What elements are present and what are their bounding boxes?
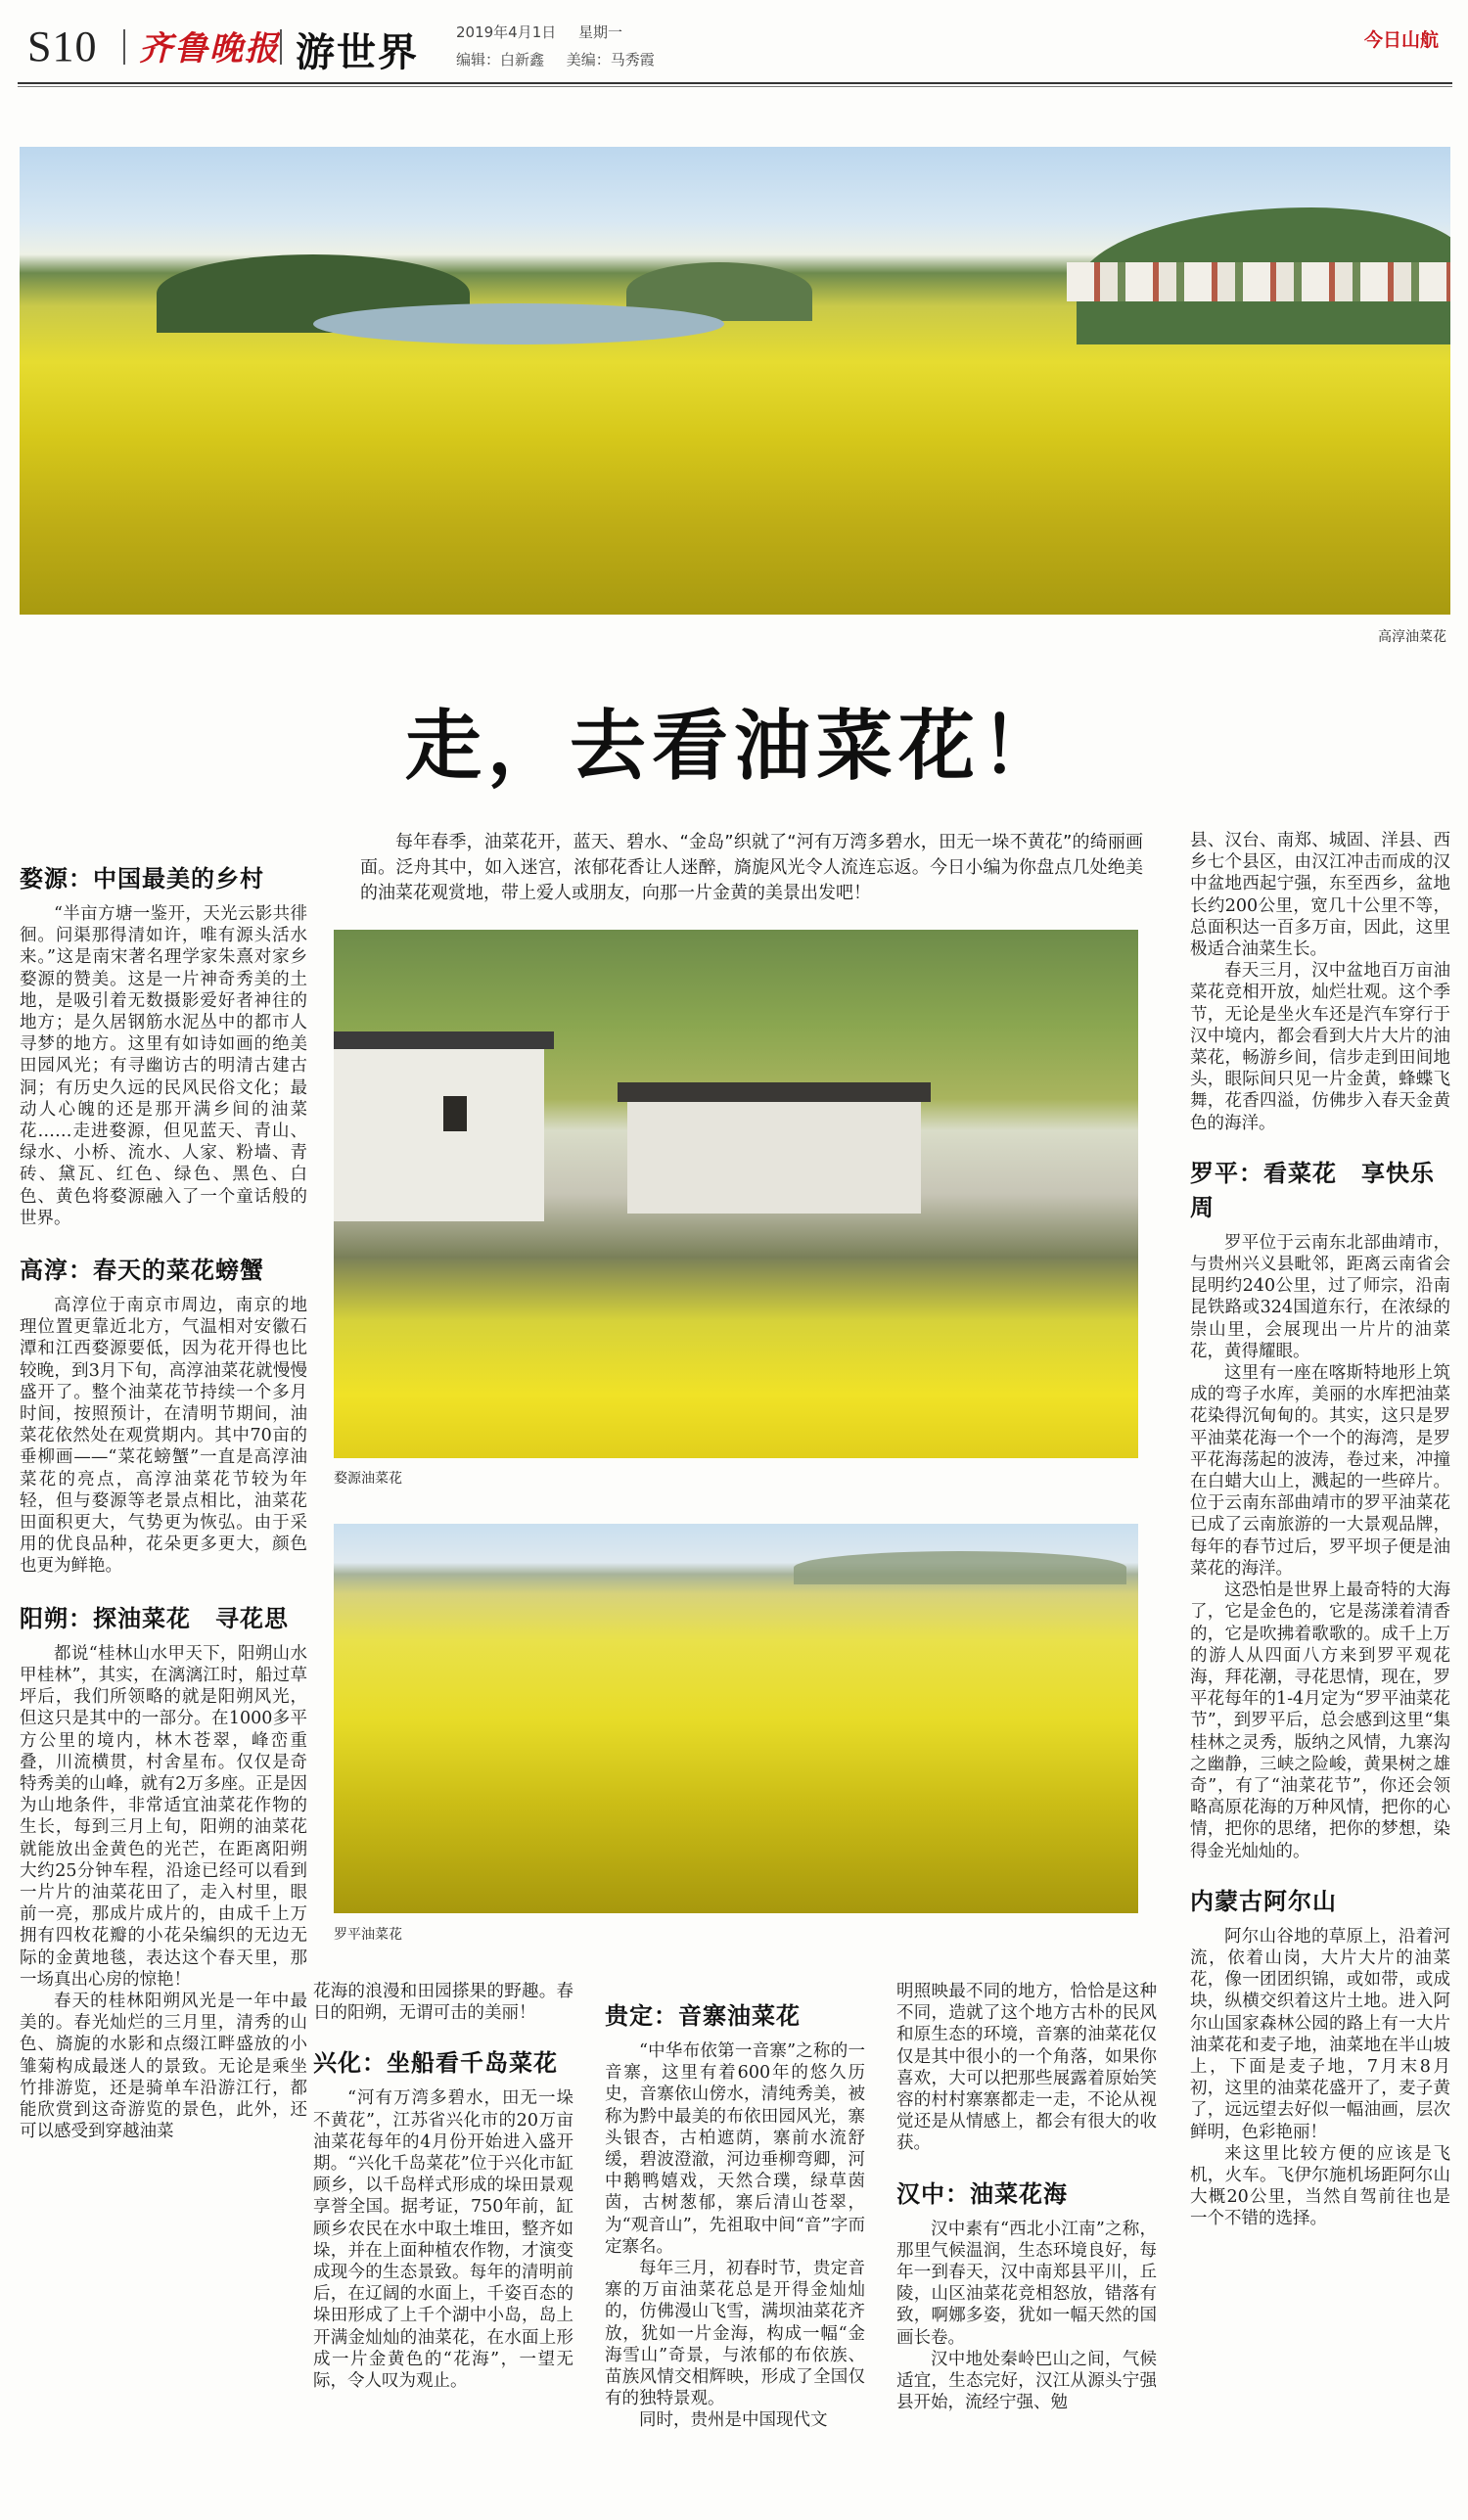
column-3 xyxy=(605,1987,865,2432)
masthead-rule xyxy=(18,82,1452,84)
section-title-yangshuo: 阳朔：探油菜花 寻花思 xyxy=(20,1603,289,1632)
section-title-hanzhong: 汉中：油菜花海 xyxy=(896,2178,1068,2208)
masthead-rule-thin xyxy=(18,86,1452,87)
hero-lake xyxy=(313,303,724,344)
hero-caption: 高淳油菜花 xyxy=(1378,629,1446,645)
wuyuan-photo xyxy=(334,930,1138,1458)
paragraph: 罗平位于云南东北部曲靖市，与贵州兴义县毗邻，距离云南省会昆明约240公里，过了师宗，沿南昆铁路或324国道东行，在浓绿的崇山里，会展现出一片片的油菜花，黄得耀眼。 xyxy=(1190,1232,1450,1361)
hero-village xyxy=(1067,262,1450,301)
photo-roof xyxy=(618,1082,931,1102)
paragraph: “河有万湾多碧水，田无一垛不黄花”，江苏省兴化市的20万亩油菜花每年的4月份开始进入盛开期。“兴化千岛菜花”位于兴化市缸顾乡，以千岛样式形成的垛田景观享誉全国。据考证，750年前，缸顾乡农民在水中取土堆田，整齐如垛，并在上面种植农作物，才演变成现今的生态景致。每年的清明前后，在辽阔的水面上，千姿百态的垛田形成了上千个湖中小岛，岛上开满金灿灿的油菜花，在水面上形成一片金黄色的“花海”，一望无际，令人叹为观止。 xyxy=(313,2088,573,2392)
column-2 xyxy=(313,1981,573,2392)
section-title-gaochun: 高淳：春天的菜花螃蟹 xyxy=(20,1256,264,1285)
luoping-photo xyxy=(334,1524,1138,1913)
section-title-luoping: 罗平：看菜花 享快乐周 xyxy=(1190,1158,1435,1221)
issue-date-line xyxy=(456,22,640,42)
paragraph: 春天的桂林阳朔风光是一年中最美的。春光灿烂的三月里，清秀的山色、旖旎的水影和点缀江畔盛放的小雏菊构成最迷人的景致。无论是乘坐竹排游览，还是骑单车沿游江行，都能欣赏到这奇游览的景色，此外，还可以感受到穿越油菜 xyxy=(20,1991,307,2142)
photo-house xyxy=(627,1096,921,1214)
paragraph: 同时，贵州是中国现代文 xyxy=(639,2410,828,2431)
photo-window xyxy=(443,1096,467,1131)
designer-credit: 美编：马秀霞 xyxy=(566,51,655,69)
section-title-xinghua: 兴化：坐船看千岛菜花 xyxy=(313,2048,558,2078)
page-number: S10 xyxy=(27,23,98,70)
section-title-guiding: 贵定：音寨油菜花 xyxy=(605,2001,801,2030)
paragraph: 县、汉台、南郑、城固、洋县、西乡七个县区，由汉江冲击而成的汉中盆地西起宁强，东至西乡，盆地长约200公里，宽几十公里不等，总面积达一百多万亩，因此，这里极适合油菜生长。 xyxy=(1190,831,1450,960)
editor-credit: 编辑：白新鑫 xyxy=(456,51,545,69)
headline: 走，去看油菜花！ xyxy=(404,703,1063,791)
photo-house xyxy=(334,1045,544,1221)
issue-weekday: 星期一 xyxy=(578,23,623,41)
paragraph: 高淳位于南京市周边，南京的地理位置更靠近北方，气温相对安徽石潭和江西婺源要低，因为花开得也比较晚，到3月下旬，高淳油菜花就慢慢盛开了。整个油菜花节持续一个多月时间，按照预计，在清明节期间，油菜花依然处在观赏期内。其中70亩的垂柳画——“菜花螃蟹”一直是高淳油菜花的亮点，高淳油菜花节较为年轻，但与婺源等老景点相比，油菜花田面积更大，气势更为恢弘。由于采用的优良品种，花朵更多更大，颜色也更为鲜艳。 xyxy=(20,1296,307,1577)
masthead xyxy=(0,0,1468,76)
paragraph: “半亩方塘一鉴开，天光云影共徘徊。问渠那得清如许，唯有源头活水来。”这是南宋著名理学家朱熹对家乡婺源的赞美。这是一片神奇秀美的土地，是吸引着无数摄影爱好者神往的地方；是久居钢筋水泥丛中的都市人寻梦的地方。这里有如诗如画的绝美田园风光；有寻幽访古的明清古建古洞；有历史久远的民风民俗文化；最动人心魄的还是那开满乡间的油菜花……走进婺源，但见蓝天、青山、绿水、小桥、流水、人家、粉墙、青砖、黛瓦、红色、绿色、黑色、白色、黄色将婺源融入了一个童话般的世界。 xyxy=(20,904,307,1228)
paragraph: 花海的浪漫和田园搽果的野趣。春日的阳朔，无谓可击的美丽！ xyxy=(313,1982,573,2024)
paragraph: 汉中地处秦岭巴山之间，气候适宜，生态完好，汉江从源头宁强县开始，流经宁强、勉 xyxy=(896,2349,1157,2413)
paragraph: “中华布依第一音寨”之称的一音寨，这里有着600年的悠久历史，音寨依山傍水，清纯秀美，被称为黔中最美的布依田园风光，寨头银杏，古柏遮荫，寨前水流舒缓，碧波澄澈，河边垂柳弯卿，河中鹅鸭嬉戏，天然合璞，绿草茵茵，古树葱郁，寨后清山苍翠，为“观音山”，先祖取中间“音”字而定寨名。 xyxy=(605,2041,865,2257)
paragraph: 汉中素有“西北小江南”之称，那里气候温润，生态环境良好，每年一到春天，汉中南郑县平川，丘陵，山区油菜花竞相怒放，错落有致，啊娜多姿，犹如一幅天然的国画长卷。 xyxy=(896,2219,1157,2348)
paragraph: 阿尔山谷地的草原上，沿着河流，依着山岗，大片大片的油菜花，像一团团织锦，或如带，或成块，纵横交织着这片土地。进入阿尔山国家森林公园的路上有一大片油菜花和麦子地，油菜地在半山坡上，下面是麦子地，7月末8月初，这里的油菜花盛开了，麦子黄了，远远望去好似一幅油画，层次鲜明，色彩艳丽！ xyxy=(1190,1926,1450,2142)
section-name: 游世界 xyxy=(296,30,419,75)
hero-photo xyxy=(20,147,1450,615)
masthead-divider xyxy=(280,29,282,65)
wuyuan-photo-caption: 婺源油菜花 xyxy=(334,1471,402,1487)
issue-date: 2019年4月1日 xyxy=(456,23,557,41)
column-5 xyxy=(1190,830,1450,2230)
credits-line xyxy=(456,49,672,69)
photo-ridge xyxy=(794,1551,1126,1584)
paragraph: 明照映最不同的地方，恰恰是这种不同，造就了这个地方古朴的民风和原生态的环境，音寨的油菜花仅仅是其中很小的一个角落，如果你喜欢，大可以把那些展露着原始笑容的村村寨寨都走一走，不论从视觉还是从情感上，都会有很大的收获。 xyxy=(896,1982,1157,2154)
brand-label: 今日山航 xyxy=(1363,29,1439,51)
paragraph: 每年三月，初春时节，贵定音寨的万亩油菜花总是开得金灿灿的，仿佛漫山飞雪，满坝油菜花齐放，犹如一片金海，构成一幅“金海雪山”奇景，与浓郁的布依族、苗族风情交相辉映，形成了全国仅有的独特景观。 xyxy=(605,2259,865,2409)
paragraph: 这恐怕是世界上最奇特的大海了，它是金色的，它是荡漾着清香的，它是吹拂着歌歌的。成千上万的游人从四面八方来到罗平观花海，拜花潮，寻花思情，现在，罗平花每年的1-4月定为“罗平油菜花节”，到罗平后，总会感到这里“集桂林之灵秀，版纳之风情，九寨沟之幽静，三峡之险峻，黄果树之雄奇”，有了“油菜花节”，你还会领略高原花海的万种风情，把你的心情，把你的思绪，把你的梦想，染得金光灿灿的。 xyxy=(1190,1581,1450,1861)
paper-name: 齐鲁晚报 xyxy=(139,29,280,69)
lead-paragraph: 每年春季，油菜花开，蓝天、碧水、“金岛”织就了“河有万湾多碧水，田无一垛不黄花”的绮丽画面。泛舟其中，如入迷宫，浓郁花香让人迷醉，旖旎风光令人流连忘返。今日小编为你盘点几处绝美的油菜花观赏地，带上爱人或朋友，向那一片金黄的美景出发吧！ xyxy=(360,832,1143,903)
column-4 xyxy=(896,1981,1157,2413)
section-title-wuyuan: 婺源：中国最美的乡村 xyxy=(20,864,264,893)
luoping-photo-caption: 罗平油菜花 xyxy=(334,1927,402,1943)
paragraph: 这里有一座在喀斯特地形上筑成的弯子水库，美丽的水库把油菜花染得沉甸甸的。其实，这只是罗平油菜花海一个一个的海湾，是罗平花海荡起的波涛，卷过来，冲撞在白蜡大山上，溅起的一些碎片。位于云南东部曲靖市的罗平油菜花已成了云南旅游的一大景观品牌，每年的春节过后，罗平坝子便是油菜花的海洋。 xyxy=(1190,1363,1450,1579)
paragraph: 春天三月，汉中盆地百万亩油菜花竞相开放，灿烂壮观。这个季节，无论是坐火车还是汽车穿行于汉中境内，都会看到大片大片的油菜花，畅游乡间，信步走到田间地头，眼际间只见一片金黄，蜂蝶飞舞，花香四溢，仿佛步入春天金黄色的海洋。 xyxy=(1190,961,1450,1133)
paragraph: 来这里比较方便的应该是飞机，火车。飞伊尔施机场距阿尔山大概20公里，当然自驾前往也是一个不错的选择。 xyxy=(1190,2143,1450,2229)
section-title-arxan: 内蒙古阿尔山 xyxy=(1190,1886,1337,1915)
masthead-divider xyxy=(123,29,125,65)
paragraph: 都说“桂林山水甲天下，阳朔山水甲桂林”，其实，在漓漓江时，船过草坪后，我们所领略的就是阳朔风光，但这只是其中的一部分。在1000多平方公里的境内，林木苍翠，峰峦重叠，川流横贯，村舍星布。仅仅是奇特秀美的山峰，就有2万多座。正是因为山地条件，非常适宜油菜花作物的生长，每到三月上旬，阳朔的油菜花就能放出金黄色的光芒，在距离阳朔大约25分钟车程，沿途已经可以看到一片片的油菜花田了，走入村里，眼前一亮，那成片成片的，由成千上万拥有四枚花瓣的小花朵编织的无边无际的金黄地毯，表达这个春天里，那一场真出心房的惊艳！ xyxy=(20,1643,307,1990)
column-1 xyxy=(20,849,307,2142)
photo-roof xyxy=(334,1031,554,1049)
